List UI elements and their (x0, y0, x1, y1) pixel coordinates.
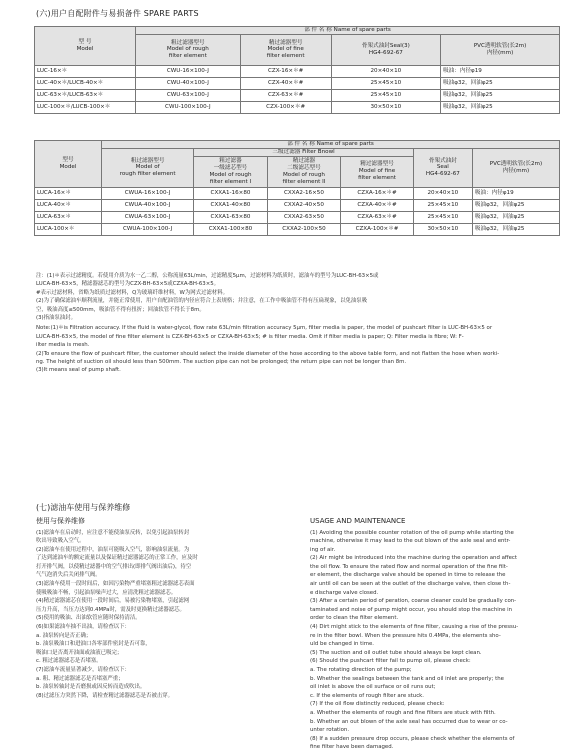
cell-rough: CWUA-16×100-J (102, 187, 194, 199)
note-line: Note:(1)＊is Filtration accuracy. If the fluid is water-glycol, flow rate 63L/min filtration accuracy 5μm, filter media is paper, the model of pushcart filter is LUC-BH-63×5 or (36, 325, 493, 332)
cell-element-2: CXXA2-63×50 (267, 211, 340, 223)
usage-line: the oil flow. To ensure the rated flow and normal operation of the fine filt- (310, 563, 508, 570)
usage-line: (1)滤油车在启动时，应注意不能使油泵反转，以免引起油泵转封 (36, 529, 190, 536)
cell-fine: CZX-63×＊# (240, 89, 331, 101)
usage-line: taminated and noise of pump might occur, you should stop the machine in (310, 606, 513, 613)
usage-heading-chinese: 使用与保养维修 (36, 517, 85, 525)
table-row (35, 199, 560, 211)
header-fine-filter: 精过滤器型号 Model of fine filter element (341, 156, 414, 187)
table-row (35, 65, 560, 77)
usage-line: (3)滤油车使用一段时间后，如因污染物严重堵塞粗过滤器滤芯表面 (36, 581, 195, 588)
usage-line: a. Whether the elements of rough and fine filters are stuck with filth. (310, 709, 496, 716)
usage-line: 压力升高，当压力达到0.4MPa时，需及时更换精过滤器滤芯。 (36, 606, 185, 613)
usage-line: unter rotation. (310, 727, 350, 734)
cell-hose: 吸油：内径φ19 (441, 65, 560, 77)
header-element-1: 粗过滤器 一级滤芯型号 Model of rough filter element I (194, 156, 267, 187)
table-row (35, 101, 560, 113)
spare-parts-table-luc (34, 26, 560, 114)
cell-model: LUCA-40×＊ (35, 199, 102, 211)
cell-model: LUC-100×＊/LUCB-100×＊ (35, 101, 136, 113)
cell-seal: 25×45×10 (413, 199, 472, 211)
header-element-2: 精过滤器 二级滤芯型号 Model of rough filter element II (267, 156, 340, 187)
cell-hose: 吸油φ32，回油φ25 (441, 77, 560, 89)
usage-line: a. 油泵转向是否正确； (36, 632, 92, 639)
note-line: ng. The height of suction oil should less than 500mm. The suction pipe can not be prolonged; the return pipe can not be longer than 8m. (36, 358, 407, 365)
cell-rough: CWUA-40×100-J (102, 199, 194, 211)
note-line: 空，吸油高度≤500mm，吸油管不得有扭折；回油软管不得长于8m。 (36, 306, 205, 313)
cell-model: LUC-63×＊/LUCB-63×＊ (35, 89, 136, 101)
usage-column-chinese (36, 516, 286, 700)
usage-line: (6) Should the pushcart filter fail to pump oil, please check: (310, 658, 471, 665)
cell-hose: 吸油：内径φ19 (472, 187, 559, 199)
header-rough-filter: 粗过滤器型号 Model of rough filter element (102, 148, 194, 187)
header-fine-filter: 精过滤器型号 Model of fine filter element (240, 34, 331, 65)
usage-line: (6)如果滤油车抽不出油，请检查以下： (36, 624, 130, 631)
note-line: (2)To ensure the flow of pushcart filter, the customer should select the inside diameter of the hose according to the above table form, and not flatten the hose when worki- (36, 350, 500, 357)
cell-seal: 25×45×10 (331, 89, 440, 101)
usage-line: b. Whether the sealings between the tank and oil inlet are properly; the (310, 675, 504, 682)
cell-rough: CWUA-100×100-J (102, 223, 194, 235)
header-seal: 骨架式油封 Seal HG4-692-67 (413, 148, 472, 187)
table-row (35, 187, 560, 199)
cell-hose: 吸油φ32，回油φ25 (441, 89, 560, 101)
cell-seal: 20×40×10 (331, 65, 440, 77)
note-line: (2)为了确保滤油车顺利流量，并能正常使用，用户自配油管的内径应符合上表规格；并注意，在工作中吸油管不得有压扁现象，以免油泵吸 (36, 298, 368, 305)
cell-element-1: CXXA1-16×80 (194, 187, 267, 199)
section-title-spare-parts: (六)用户自配附件与易损备件 SPARE PARTS (36, 9, 199, 18)
usage-line: (7) If the oil flow distinctly reduced, please check: (310, 701, 445, 708)
cell-fine: CZX-100×＊# (240, 101, 331, 113)
usage-line: (7)滤油车流量显著减少，请检查以下： (36, 667, 130, 673)
cell-seal: 25×45×10 (331, 77, 440, 89)
usage-line: re in the filter bowl. When the pressure hits 0.4MPa, the elements sho- (310, 632, 501, 639)
cell-fine: CZX-40×＊# (240, 77, 331, 89)
cell-hose: 吸油φ32，回油φ25 (472, 211, 559, 223)
note-line: LUCA-BH-63×5, the model of fine filter element is CZX-BH-63×5 or CZXA-BH-63×5; # is filter media. Omit if filter media is paper; Q: Filter media is fibre; W: F- (36, 333, 464, 340)
header-name-of-spare-parts: 部 件 名 称 Name of spare parts (136, 27, 560, 35)
usage-line: (5)使用的吸油、出油软管应随时保持清洁。 (36, 615, 141, 622)
cell-seal: 20×40×10 (413, 187, 472, 199)
usage-line: (3) After a certain period of peration, coarse cleaner could be gradually con- (310, 598, 517, 605)
usage-line: (8)过滤压力突然下降，请检查精过滤器滤芯是否被击穿。 (36, 692, 174, 699)
usage-line: uld be changed in time. (310, 641, 374, 648)
usage-line: 吹出导致吸入空气。 (36, 538, 85, 545)
note-line: (3)It means seal of pump shaft. (36, 367, 121, 374)
cell-element-1: CXXA1-100×80 (194, 223, 267, 235)
cell-element-2: CXXA2-100×50 (267, 223, 340, 235)
notes-block (36, 272, 562, 375)
usage-line: (4)精过滤器滤芯在使用一段时间后，易被污染物堵塞，引起滤网 (36, 598, 190, 605)
usage-line: 打开排气阀，以使精过滤器中的空气排出(即排气阀出油后)，待空 (36, 563, 192, 570)
header-pvc-hose: PVC透明软管(长2m) 内径(mm) (472, 148, 559, 187)
usage-line: b. 油泵转轴封是否磨损或因反转而造成吹出。 (36, 684, 146, 691)
header-rough-filter: 粗过滤器型号 Model of rough filter element (136, 34, 241, 65)
usage-line: 使吸吸油不畅，引起油泵噪声过大，应清洗粗过滤器滤芯。 (36, 589, 177, 596)
usage-line: fine filter have been damaged. (310, 744, 394, 751)
section-title-usage: (七)滤油车使用与保养维修 (36, 503, 131, 512)
header-filter-bowl: 三级过滤器 Filter Bnowl (194, 148, 414, 156)
usage-line: er element, the discharge valve should be opened in time to release the (310, 572, 506, 579)
cell-fine: CZXA-40×＊# (341, 199, 414, 211)
usage-line: b. 油泵吸油口和进油口各零部件密封是否可靠， (36, 641, 151, 648)
cell-rough: CWU-16×100-J (136, 65, 241, 77)
header-seal: 骨架式油封Seal(3) HG4-692-67 (331, 34, 440, 65)
table-row (35, 89, 560, 101)
usage-line: 吸油口是否离开油面或油液已吸完； (36, 649, 123, 656)
cell-element-1: CXXA1-63×80 (194, 211, 267, 223)
cell-fine: CZXA-63×＊# (341, 211, 414, 223)
cell-hose: 吸油φ32，回油φ25 (472, 199, 559, 211)
usage-line: 了达到滤油车的额定流量以及保证精过滤器滤芯的正常工作，应及时 (36, 555, 198, 562)
usage-line: a. The rotating direction of the pump; (310, 667, 412, 673)
usage-heading-english: USAGE AND MAINTENANCE (310, 517, 406, 525)
cell-element-2: CXXA2-40×50 (267, 199, 340, 211)
usage-line: (2) Air might be introduced into the machine during the operation and affect (310, 555, 518, 562)
cell-seal: 30×50×10 (413, 223, 472, 235)
cell-model: LUCA-100×＊ (35, 223, 102, 235)
cell-fine: CZXA-100×＊# (341, 223, 414, 235)
cell-rough: CWUA-63×100-J (102, 211, 194, 223)
usage-line: (5) The suction and oil outlet tube should always be kept clean. (310, 649, 482, 656)
usage-column-english (310, 516, 572, 752)
usage-line: (4) Dirt might stick to the elements of fine filter, causing a rise of the pressu- (310, 624, 519, 631)
usage-line: ing of air. (310, 546, 336, 553)
note-line: (3)指油泵油封。 (36, 314, 76, 321)
cell-rough: CWU-100×100-J (136, 101, 241, 113)
spare-parts-table-luca (34, 140, 560, 236)
header-pvc-hose: PVC透明软管(长2m) 内径(mm) (441, 34, 560, 65)
usage-line: c. If the elements of rough filter are stuck. (310, 692, 424, 699)
usage-line: c. 粗过滤器滤芯是否堵塞。 (36, 658, 102, 665)
table-row (35, 77, 560, 89)
cell-model: LUC-16×＊ (35, 65, 136, 77)
note-line: ilter media is mesh. (36, 342, 90, 349)
usage-line: oil inlet is above the oil surface or oil runs out; (310, 684, 436, 691)
cell-element-1: CXXA1-40×80 (194, 199, 267, 211)
table-row (35, 223, 560, 235)
cell-hose: 吸油φ32，回油φ25 (472, 223, 559, 235)
cell-hose: 吸油φ32，回油φ25 (441, 101, 560, 113)
cell-seal: 25×45×10 (413, 211, 472, 223)
usage-line: e discharge valve closed. (310, 589, 379, 596)
header-name-of-spare-parts: 部 件 名 称 Name of spare parts (102, 141, 560, 149)
note-line: 注：(1)＊表示过滤精度。若使用介质为水一乙二醇，公称流量63L/min，过滤精度5μm，过滤材料为纸质时，滤油车的型号为LUC-BH-63×5或 (36, 273, 379, 279)
cell-fine: CZX-16×＊# (240, 65, 331, 77)
usage-line: machine, otherwise it may lead to the out blown of the axle seal and entr- (310, 538, 511, 545)
cell-element-2: CXXA2-16×50 (267, 187, 340, 199)
header-model: 型号 Model (35, 141, 102, 188)
cell-seal: 30×50×10 (331, 101, 440, 113)
usage-line: b. Whether an out blown of the axle seal has occurred due to wear or co- (310, 718, 508, 725)
usage-line: a. 粗、精过滤器滤芯是否堵塞严重； (36, 675, 124, 682)
note-line: LUCA-BH-63×5，精滤器滤芯的型号为CZX-BH-63×5或CZXA-BH-63×5。 (36, 281, 220, 288)
table-row (35, 211, 560, 223)
usage-line: (1) Avoiding the possible counter rotation of the oil pump while starting the (310, 529, 514, 536)
cell-rough: CWU-63×100-J (136, 89, 241, 101)
cell-model: LUCA-16×＊ (35, 187, 102, 199)
usage-line: air until oil can be seen at the outlet of the discharge valve, then close th- (310, 581, 511, 588)
note-line: #表示过滤材料，省略为纸质过滤材料，Q为玻璃纤维材料，W为网式过滤材料。 (36, 289, 228, 296)
cell-model: LUCA-63×＊ (35, 211, 102, 223)
usage-line: 气气泡消失后关闭排气阀。 (36, 572, 101, 579)
cell-fine: CZXA-16×＊# (341, 187, 414, 199)
usage-line: (8) If a sudden pressure drop occurs, please check whether the elements of (310, 735, 515, 742)
cell-model: LUC-40×＊/LUCB-40×＊ (35, 77, 136, 89)
usage-line: order to clean the filter element. (310, 615, 399, 622)
header-model: 型 号 Model (35, 27, 136, 66)
usage-line: (2)滤油车在使用过程中，油泵可能吸入空气，影响油泵流量。为 (36, 546, 190, 553)
cell-rough: CWU-40×100-J (136, 77, 241, 89)
